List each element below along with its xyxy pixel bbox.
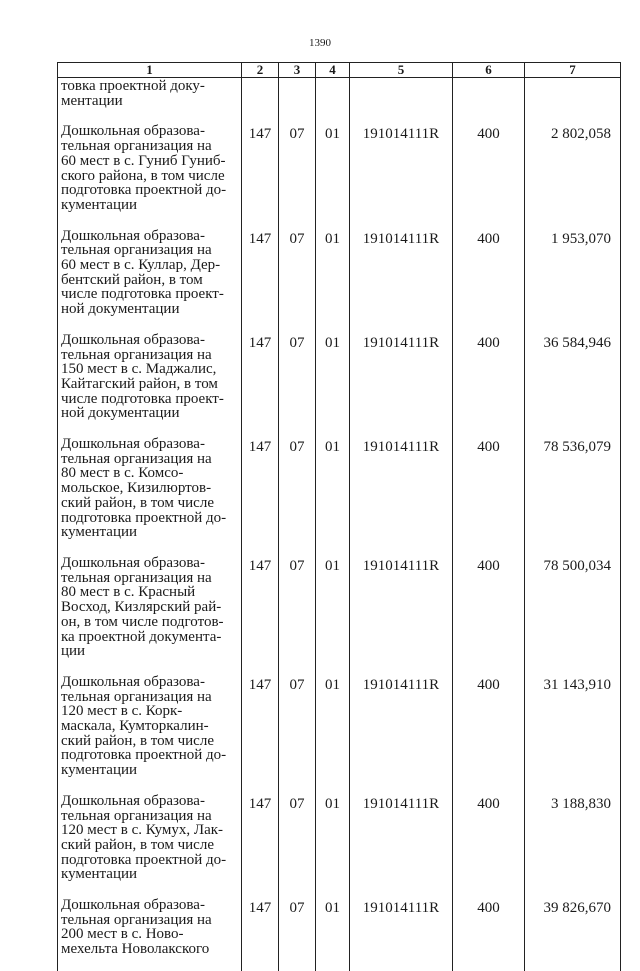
- object-name-line: тельная организация на: [61, 346, 212, 363]
- cell-col-5: 191014111R: [350, 792, 453, 882]
- cell-col-3: 07: [279, 554, 316, 659]
- object-name-line: тельная организация на: [61, 688, 212, 705]
- object-name-line: Дошкольная образова-: [61, 792, 205, 809]
- object-name-cell: [58, 554, 242, 659]
- spacer-cell: [350, 957, 453, 971]
- row-spacer: [58, 213, 621, 227]
- spacer-cell: [58, 882, 242, 896]
- spacer-cell: [279, 213, 316, 227]
- cell-col-6: 400: [453, 554, 525, 659]
- object-name-cell: [58, 227, 242, 317]
- spacer-cell: [350, 659, 453, 673]
- spacer-cell: [350, 421, 453, 435]
- cell-col-2: 147: [242, 554, 279, 659]
- cell-col-3: 07: [279, 896, 316, 957]
- cell-col-7: 39 826,670: [525, 896, 621, 957]
- cell-col-4: 01: [316, 435, 350, 540]
- object-name-line: ной документации: [61, 405, 180, 422]
- cell-col-6: 400: [453, 227, 525, 317]
- cell-col-5: 191014111R: [350, 122, 453, 212]
- spacer-cell: [453, 957, 525, 971]
- spacer-cell: [453, 659, 525, 673]
- object-name-line: 120 мест в с. Корк-: [61, 703, 183, 720]
- object-name-line: мехельта Новолакского: [61, 941, 210, 958]
- cell-col-5: [350, 78, 453, 109]
- spacer-cell: [453, 778, 525, 792]
- object-name-line: 60 мест в с. Куллар, Дер-: [61, 257, 221, 274]
- object-name-cell: [58, 435, 242, 540]
- object-name-line: ский район, в том числе: [61, 732, 214, 749]
- object-name-line: мольское, Кизилюртов-: [61, 480, 212, 497]
- cell-col-4: 01: [316, 122, 350, 212]
- spacer-cell: [316, 108, 350, 122]
- object-name-line: тельная организация на: [61, 911, 212, 928]
- spacer-cell: [316, 317, 350, 331]
- object-name-line: Дошкольная образова-: [61, 554, 205, 571]
- object-name-line: 80 мест в с. Комсо-: [61, 465, 184, 482]
- column-header: 7: [525, 63, 621, 78]
- object-name-line: ка проектной документа-: [61, 628, 222, 645]
- object-name-line: 200 мест в с. Ново-: [61, 926, 184, 943]
- object-name-line: ского района, в том числе: [61, 167, 225, 184]
- spacer-cell: [453, 213, 525, 227]
- spacer-cell: [525, 659, 621, 673]
- object-name-line: числе подготовка проект-: [61, 286, 224, 303]
- cell-col-4: 01: [316, 792, 350, 882]
- object-name-line: Дошкольная образова-: [61, 897, 205, 914]
- column-header: 6: [453, 63, 525, 78]
- spacer-cell: [242, 540, 279, 554]
- cell-col-6: [453, 78, 525, 109]
- row-spacer: [58, 317, 621, 331]
- spacer-cell: [279, 421, 316, 435]
- cell-col-2: 147: [242, 792, 279, 882]
- cell-col-3: 07: [279, 435, 316, 540]
- cell-col-5: 191014111R: [350, 227, 453, 317]
- cell-col-6: 400: [453, 673, 525, 778]
- table-row: [58, 896, 621, 957]
- spacer-cell: [525, 778, 621, 792]
- column-header: 4: [316, 63, 350, 78]
- cell-col-2: 147: [242, 673, 279, 778]
- spacer-cell: [316, 421, 350, 435]
- spacer-cell: [58, 108, 242, 122]
- spacer-cell: [316, 957, 350, 971]
- spacer-cell: [279, 108, 316, 122]
- row-spacer: [58, 659, 621, 673]
- spacer-cell: [242, 659, 279, 673]
- cell-col-5: 191014111R: [350, 554, 453, 659]
- column-header: 3: [279, 63, 316, 78]
- object-name-line: Дошкольная образова-: [61, 436, 205, 453]
- spacer-cell: [316, 213, 350, 227]
- table-row: [58, 554, 621, 659]
- cell-col-6: 400: [453, 122, 525, 212]
- cell-col-6: 400: [453, 331, 525, 421]
- spacer-cell: [350, 213, 453, 227]
- object-name-line: Дошкольная образова-: [61, 227, 205, 244]
- spacer-cell: [350, 882, 453, 896]
- object-name-cell: [58, 331, 242, 421]
- spacer-cell: [525, 213, 621, 227]
- object-name-line: кументации: [61, 196, 138, 213]
- object-name-line: ский район, в том числе: [61, 494, 214, 511]
- cell-col-3: [279, 78, 316, 109]
- cell-col-6: 400: [453, 435, 525, 540]
- cell-col-7: [525, 78, 621, 109]
- row-spacer: [58, 882, 621, 896]
- object-name-cell: [58, 673, 242, 778]
- spacer-cell: [525, 317, 621, 331]
- page-number: 1390: [309, 37, 331, 49]
- object-name-cell: [58, 792, 242, 882]
- object-name-line: ции: [61, 643, 86, 660]
- cell-col-5: 191014111R: [350, 896, 453, 957]
- spacer-cell: [350, 108, 453, 122]
- object-name-line: ский район, в том числе: [61, 836, 214, 853]
- spacer-cell: [350, 540, 453, 554]
- spacer-cell: [525, 108, 621, 122]
- cell-col-7: 31 143,910: [525, 673, 621, 778]
- spacer-cell: [279, 778, 316, 792]
- object-name-line: тельная организация на: [61, 138, 212, 155]
- table-row: [58, 78, 621, 109]
- object-name-line: ментации: [61, 92, 123, 109]
- cell-col-2: 147: [242, 435, 279, 540]
- cell-col-5: 191014111R: [350, 331, 453, 421]
- table-row: [58, 227, 621, 317]
- object-name-line: Восход, Кизлярский рай-: [61, 599, 222, 616]
- cell-col-4: 01: [316, 554, 350, 659]
- spacer-cell: [525, 421, 621, 435]
- spacer-cell: [279, 659, 316, 673]
- table-row: [58, 792, 621, 882]
- spacer-cell: [242, 213, 279, 227]
- spacer-cell: [279, 882, 316, 896]
- object-name-line: 150 мест в с. Маджалис,: [61, 361, 217, 378]
- column-header: 2: [242, 63, 279, 78]
- spacer-cell: [58, 659, 242, 673]
- cell-col-7: 3 188,830: [525, 792, 621, 882]
- cell-col-3: 07: [279, 227, 316, 317]
- spacer-cell: [58, 957, 242, 971]
- row-spacer: [58, 778, 621, 792]
- spacer-cell: [525, 882, 621, 896]
- cell-col-2: 147: [242, 896, 279, 957]
- spacer-cell: [453, 108, 525, 122]
- spacer-cell: [316, 882, 350, 896]
- object-name-line: кументации: [61, 524, 138, 541]
- cell-col-7: 78 500,034: [525, 554, 621, 659]
- object-name-line: тельная организация на: [61, 242, 212, 259]
- spacer-cell: [242, 108, 279, 122]
- spacer-cell: [242, 778, 279, 792]
- cell-col-2: 147: [242, 122, 279, 212]
- row-spacer: [58, 421, 621, 435]
- header-row: [58, 63, 621, 78]
- cell-col-4: 01: [316, 673, 350, 778]
- spacer-cell: [242, 317, 279, 331]
- cell-col-5: 191014111R: [350, 673, 453, 778]
- spacer-cell: [279, 540, 316, 554]
- spacer-cell: [453, 317, 525, 331]
- object-name-cell: [58, 78, 242, 109]
- cell-col-6: 400: [453, 792, 525, 882]
- spacer-cell: [58, 213, 242, 227]
- spacer-cell: [279, 957, 316, 971]
- cell-col-6: 400: [453, 896, 525, 957]
- cell-col-2: [242, 78, 279, 109]
- object-name-line: Дошкольная образова-: [61, 331, 205, 348]
- object-name-line: тельная организация на: [61, 807, 212, 824]
- object-name-line: 80 мест в с. Красный: [61, 584, 196, 601]
- spacer-cell: [525, 957, 621, 971]
- object-name-line: кументации: [61, 866, 138, 883]
- object-name-line: подготовка проектной до-: [61, 851, 227, 868]
- table-row: [58, 331, 621, 421]
- object-name-line: числе подготовка проект-: [61, 390, 224, 407]
- cell-col-7: 78 536,079: [525, 435, 621, 540]
- cell-col-4: 01: [316, 331, 350, 421]
- cell-col-4: 01: [316, 896, 350, 957]
- object-name-line: маскала, Кумторкалин-: [61, 718, 209, 735]
- object-name-cell: [58, 896, 242, 957]
- object-name-line: тельная организация на: [61, 450, 212, 467]
- cell-col-4: [316, 78, 350, 109]
- spacer-cell: [453, 421, 525, 435]
- row-spacer: [58, 108, 621, 122]
- table-row: [58, 435, 621, 540]
- cell-col-4: 01: [316, 227, 350, 317]
- spacer-cell: [350, 778, 453, 792]
- column-header: 1: [58, 63, 242, 78]
- spacer-cell: [453, 540, 525, 554]
- spacer-cell: [350, 317, 453, 331]
- spacer-cell: [316, 540, 350, 554]
- spacer-cell: [242, 421, 279, 435]
- object-name-line: 120 мест в с. Кумух, Лак-: [61, 822, 224, 839]
- spacer-cell: [58, 778, 242, 792]
- cell-col-3: 07: [279, 331, 316, 421]
- spacer-cell: [242, 957, 279, 971]
- cell-col-3: 07: [279, 673, 316, 778]
- table-row: [58, 122, 621, 212]
- object-name-line: Дошкольная образова-: [61, 673, 205, 690]
- spacer-cell: [525, 540, 621, 554]
- table-body: [58, 78, 621, 971]
- table-row: [58, 673, 621, 778]
- cell-col-3: 07: [279, 792, 316, 882]
- object-name-line: кументации: [61, 762, 138, 779]
- object-name-line: тельная организация на: [61, 569, 212, 586]
- object-name-line: подготовка проектной до-: [61, 509, 227, 526]
- cell-col-7: 1 953,070: [525, 227, 621, 317]
- row-spacer: [58, 957, 621, 971]
- cell-col-7: 2 802,058: [525, 122, 621, 212]
- object-name-line: 60 мест в с. Гуниб Гуниб-: [61, 152, 226, 169]
- object-name-line: ной документации: [61, 301, 180, 318]
- spacer-cell: [316, 778, 350, 792]
- cell-col-7: 36 584,946: [525, 331, 621, 421]
- cell-col-2: 147: [242, 331, 279, 421]
- object-name-line: Кайтагский район, в том: [61, 375, 218, 392]
- spacer-cell: [316, 659, 350, 673]
- spacer-cell: [242, 882, 279, 896]
- spacer-cell: [453, 882, 525, 896]
- spacer-cell: [279, 317, 316, 331]
- cell-col-3: 07: [279, 122, 316, 212]
- object-name-cell: [58, 122, 242, 212]
- cell-col-2: 147: [242, 227, 279, 317]
- spacer-cell: [58, 317, 242, 331]
- object-name-line: товка проектной доку-: [61, 78, 205, 94]
- object-name-line: подготовка проектной до-: [61, 747, 227, 764]
- object-name-line: бентский район, в том: [61, 271, 203, 288]
- column-header: 5: [350, 63, 453, 78]
- object-name-line: Дошкольная образова-: [61, 123, 205, 140]
- object-name-line: он, в том числе подготов-: [61, 613, 224, 630]
- spacer-cell: [58, 540, 242, 554]
- cell-col-5: 191014111R: [350, 435, 453, 540]
- object-name-line: подготовка проектной до-: [61, 182, 227, 199]
- budget-table: [57, 62, 621, 971]
- spacer-cell: [58, 421, 242, 435]
- row-spacer: [58, 540, 621, 554]
